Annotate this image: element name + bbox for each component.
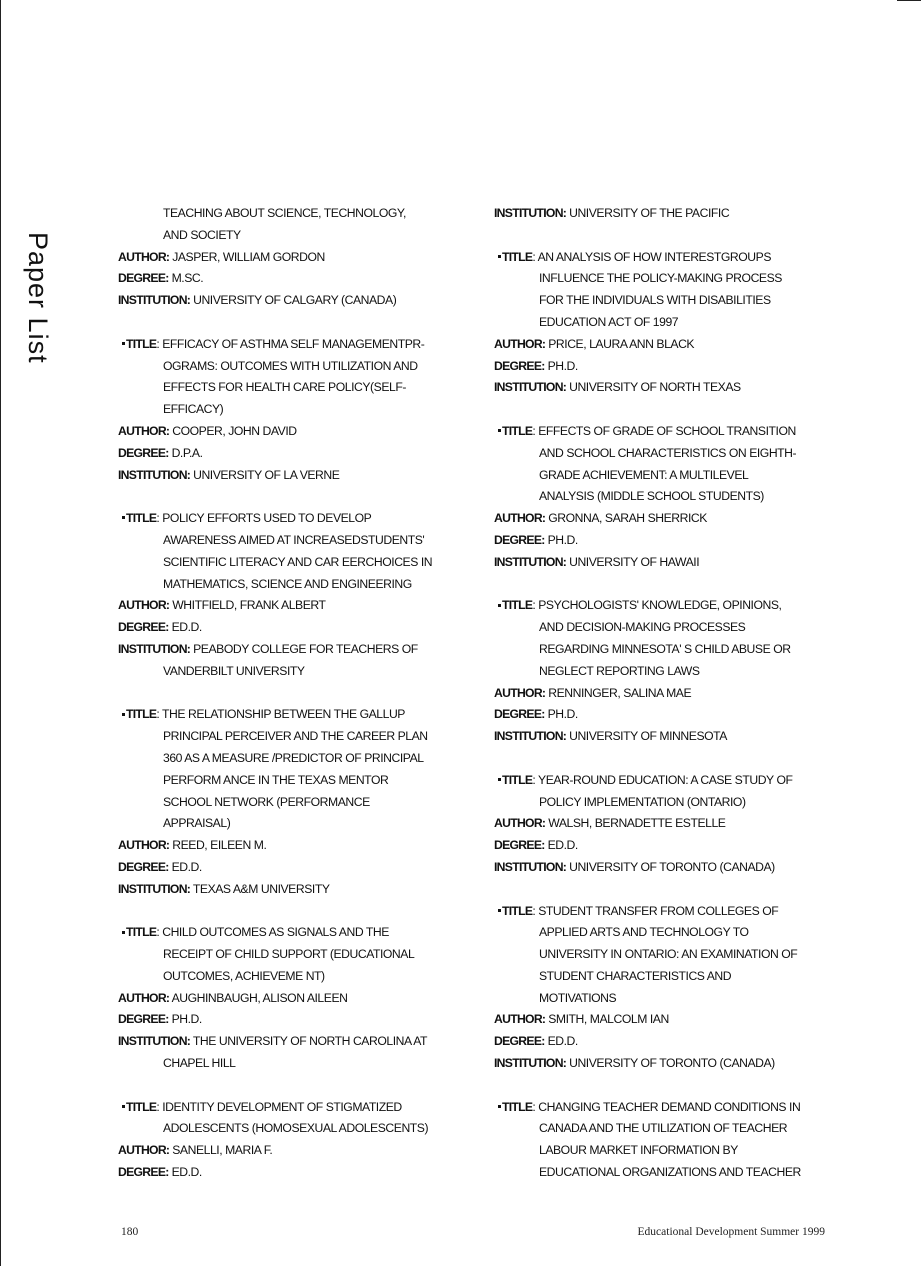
author-name: WALSH, BERNADETTE ESTELLE [548, 816, 726, 831]
degree-label: DEGREE: [118, 271, 169, 286]
title-continuation-line: EFFICACY) [163, 402, 224, 417]
author-label: AUTHOR: [118, 1143, 170, 1158]
institution-name: TEXAS A&M UNIVERSITY [192, 881, 330, 896]
paper-entry [494, 203, 824, 225]
degree-value: ED.D. [171, 1165, 202, 1180]
degree-value: PH.D. [547, 707, 578, 722]
author-line [494, 508, 824, 530]
title-line [498, 770, 824, 792]
title-label: TITLE [126, 1099, 157, 1114]
right-column [494, 203, 824, 1184]
degree-value: ED.D. [547, 1034, 578, 1049]
title-text: CHILD OUTCOMES AS SIGNALS AND THE [162, 925, 389, 940]
institution-name: UNIVERSITY OF CALGARY (CANADA) [193, 293, 397, 308]
title-continuation-line: PRINCIPAL PERCEIVER AND THE CAREER PLAN [163, 729, 428, 744]
title-label: TITLE [126, 511, 157, 526]
author-label: AUTHOR: [494, 336, 546, 351]
institution-line [118, 1031, 448, 1053]
institution-name: UNIVERSITY OF MINNESOTA [569, 729, 727, 744]
title-line [498, 595, 824, 617]
title-continuation-line: ADOLESCENTS (HOMOSEXUAL ADOLESCENTS) [163, 1121, 429, 1136]
institution-label: INSTITUTION: [118, 641, 191, 656]
bullet-icon [498, 909, 501, 912]
title-continuation-line: TEACHING ABOUT SCIENCE, TECHNOLOGY, [163, 206, 406, 220]
bullet-icon [122, 516, 125, 519]
institution-name: UNIVERSITY OF NORTH TEXAS [569, 380, 741, 395]
author-name: SMITH, MALCOLM IAN [548, 1012, 669, 1027]
title-continuation-line: APPRAISAL) [163, 816, 231, 831]
title-continuation-line: UNIVERSITY IN ONTARIO: AN EXAMINATION OF [539, 947, 798, 962]
paper-entry [118, 203, 448, 312]
author-label: AUTHOR: [494, 685, 546, 700]
title-continuation-line: EFFECTS FOR HEALTH CARE POLICY(SELF- [163, 380, 406, 395]
institution-name: UNIVERSITY OF TORONTO (CANADA) [569, 1056, 775, 1071]
bullet-icon [122, 713, 125, 716]
title-continuation-line: NEGLECT REPORTING LAWS [539, 663, 700, 678]
author-label: AUTHOR: [118, 249, 170, 264]
title-label: TITLE [502, 598, 533, 613]
title-text: EFFECTS OF GRADE OF SCHOOL TRANSITION [538, 423, 796, 438]
title-text: PSYCHOLOGISTS' KNOWLEDGE, OPINIONS, [538, 598, 782, 613]
author-name: AUGHINBAUGH, ALISON AILEEN [171, 990, 348, 1005]
author-name: JASPER, WILLIAM GORDON [172, 249, 325, 264]
author-name: PRICE, LAURA ANN BLACK [548, 336, 695, 351]
institution-line [118, 290, 448, 312]
degree-label: DEGREE: [494, 358, 545, 373]
title-line [498, 1097, 824, 1119]
author-line [494, 334, 824, 356]
degree-value: ED.D. [547, 838, 578, 853]
paper-entry [494, 247, 824, 400]
title-text: YEAR-ROUND EDUCATION: A CASE STUDY OF [538, 772, 793, 787]
title-continuation-line: POLICY IMPLEMENTATION (ONTARIO) [539, 794, 746, 809]
title-line [122, 922, 448, 944]
author-name: GRONNA, SARAH SHERRICK [548, 511, 707, 526]
paper-entry [118, 1097, 448, 1184]
institution-label: INSTITUTION: [494, 206, 567, 220]
title-continuation-line: SCIENTIFIC LITERACY AND CAR EERCHOICES IN [163, 554, 433, 569]
degree-value: D.P.A. [171, 445, 203, 460]
title-separator: : [156, 1099, 163, 1114]
degree-value: PH.D. [171, 1012, 202, 1027]
paper-entry [494, 770, 824, 879]
degree-line [118, 1009, 448, 1031]
title-label: TITLE [126, 336, 157, 351]
degree-value: ED.D. [171, 620, 202, 635]
page-number: 180 [121, 1226, 139, 1238]
paper-entry [494, 901, 824, 1075]
author-name: COOPER, JOHN DAVID [172, 423, 297, 438]
title-text: IDENTITY DEVELOPMENT OF STIGMATIZED [162, 1099, 402, 1114]
title-continuation-line: PERFORM ANCE IN THE TEXAS MENTOR [163, 772, 389, 787]
paper-entry [118, 704, 448, 900]
institution-line [494, 203, 824, 225]
author-line [118, 247, 448, 269]
institution-line [118, 639, 448, 661]
degree-label: DEGREE: [494, 707, 545, 722]
degree-label: DEGREE: [494, 1034, 545, 1049]
title-continuation-line: OUTCOMES, ACHIEVEME NT) [163, 968, 325, 983]
author-name: WHITFIELD, FRANK ALBERT [172, 598, 326, 613]
title-continuation-line: INFLUENCE THE POLICY-MAKING PROCESS [539, 271, 782, 286]
author-line [118, 835, 448, 857]
title-separator: : [156, 925, 163, 940]
institution-label: INSTITUTION: [118, 467, 191, 482]
title-line [122, 1097, 448, 1119]
institution-label: INSTITUTION: [494, 859, 567, 874]
title-text: THE RELATIONSHIP BETWEEN THE GALLUP [162, 707, 405, 722]
bullet-icon [122, 1105, 125, 1108]
publication-footer: Educational Development Summer 1999 [637, 1226, 825, 1238]
bullet-icon [498, 429, 501, 432]
author-label: AUTHOR: [118, 838, 170, 853]
institution-continuation-line: VANDERBILT UNIVERSITY [163, 663, 305, 678]
author-name: REED, EILEEN M. [172, 838, 267, 853]
title-line [498, 421, 824, 443]
author-label: AUTHOR: [494, 511, 546, 526]
title-text: POLICY EFFORTS USED TO DEVELOP [162, 511, 372, 526]
degree-value: ED.D. [171, 859, 202, 874]
institution-line [118, 465, 448, 487]
degree-value: PH.D. [547, 358, 578, 373]
paper-entry [494, 595, 824, 748]
institution-label: INSTITUTION: [118, 1034, 191, 1049]
title-line [122, 508, 448, 530]
institution-label: INSTITUTION: [494, 380, 567, 395]
title-continuation-line: AND DECISION-MAKING PROCESSES [539, 620, 746, 635]
author-line [118, 1140, 448, 1162]
degree-label: DEGREE: [494, 838, 545, 853]
title-continuation-line: AND SCHOOL CHARACTERISTICS ON EIGHTH- [539, 445, 797, 460]
institution-label: INSTITUTION: [118, 881, 191, 896]
degree-line [118, 1162, 448, 1184]
bullet-icon [498, 1105, 501, 1108]
bullet-icon [498, 604, 501, 607]
author-line [494, 813, 824, 835]
title-label: TITLE [502, 423, 533, 438]
degree-line [118, 857, 448, 879]
author-label: AUTHOR: [118, 423, 170, 438]
institution-name: UNIVERSITY OF HAWAII [569, 554, 700, 569]
author-label: AUTHOR: [118, 598, 170, 613]
title-label: TITLE [502, 772, 533, 787]
degree-line [118, 617, 448, 639]
title-continuation-line: EDUCATION ACT OF 1997 [539, 314, 679, 329]
title-line [122, 334, 448, 356]
degree-line [494, 530, 824, 552]
degree-line [494, 704, 824, 726]
author-name: SANELLI, MARIA F. [172, 1143, 273, 1158]
title-separator: : [532, 1099, 539, 1114]
institution-name: UNIVERSITY OF LA VERNE [193, 467, 340, 482]
institution-name: PEABODY COLLEGE FOR TEACHERS OF [193, 641, 418, 656]
title-label: TITLE [502, 1099, 533, 1114]
title-continuation-line: MOTIVATIONS [539, 990, 617, 1005]
bullet-icon [122, 342, 125, 345]
author-line [118, 595, 448, 617]
institution-continuation-line: CHAPEL HILL [163, 1056, 236, 1071]
institution-line [494, 726, 824, 748]
degree-label: DEGREE: [118, 620, 169, 635]
title-separator: : [532, 903, 539, 918]
author-line [118, 988, 448, 1010]
institution-name: UNIVERSITY OF THE PACIFIC [569, 206, 730, 220]
degree-label: DEGREE: [118, 1165, 169, 1180]
title-separator: : [156, 336, 163, 351]
title-continuation-line: APPLIED ARTS AND TECHNOLOGY TO [539, 925, 749, 940]
page-left-edge [0, 0, 1, 1266]
author-label: AUTHOR: [494, 816, 546, 831]
title-continuation-line: MATHEMATICS, SCIENCE AND ENGINEERING [163, 576, 412, 591]
title-separator: : [532, 249, 538, 264]
degree-label: DEGREE: [118, 859, 169, 874]
title-continuation-line: 360 AS A MEASURE /PREDICTOR OF PRINCIPAL [163, 750, 424, 765]
degree-label: DEGREE: [118, 445, 169, 460]
left-column [118, 203, 448, 1184]
title-continuation-line: ANALYSIS (MIDDLE SCHOOL STUDENTS) [539, 489, 764, 504]
title-continuation-line: FOR THE INDIVIDUALS WITH DISABILITIES [539, 293, 771, 308]
title-label: TITLE [502, 903, 533, 918]
title-continuation-line: GRADE ACHIEVEMENT: A MULTILEVEL [539, 467, 749, 482]
title-separator: : [532, 423, 539, 438]
title-continuation-line: STUDENT CHARACTERISTICS AND [539, 968, 732, 983]
institution-line [118, 879, 448, 901]
institution-label: INSTITUTION: [494, 554, 567, 569]
bullet-icon [498, 778, 501, 781]
institution-label: INSTITUTION: [494, 729, 567, 744]
bullet-icon [122, 931, 125, 934]
title-line [498, 247, 824, 269]
institution-label: INSTITUTION: [494, 1056, 567, 1071]
degree-value: M.SC. [171, 271, 204, 286]
paper-entry [118, 334, 448, 487]
institution-line [494, 552, 824, 574]
author-label: AUTHOR: [118, 990, 170, 1005]
title-label: TITLE [126, 707, 157, 722]
title-continuation-line: LABOUR MARKET INFORMATION BY [539, 1143, 738, 1158]
paper-entry [494, 1097, 824, 1184]
paper-entry [118, 922, 448, 1075]
title-continuation-line: RECEIPT OF CHILD SUPPORT (EDUCATIONAL [163, 947, 415, 962]
title-separator: : [532, 598, 539, 613]
title-continuation-line: REGARDING MINNESOTA' S CHILD ABUSE OR [539, 641, 791, 656]
institution-line [494, 377, 824, 399]
bullet-icon [498, 255, 501, 258]
title-text: EFFICACY OF ASTHMA SELF MANAGEMENTPR- [162, 336, 425, 351]
author-name: RENNINGER, SALINA MAE [548, 685, 692, 700]
author-line [118, 421, 448, 443]
institution-name: THE UNIVERSITY OF NORTH CAROLINA AT [192, 1034, 428, 1049]
title-line [122, 704, 448, 726]
title-continuation-line: SCHOOL NETWORK (PERFORMANCE [163, 794, 370, 809]
institution-name: UNIVERSITY OF TORONTO (CANADA) [569, 859, 775, 874]
author-line [494, 1009, 824, 1031]
title-label: TITLE [126, 925, 157, 940]
institution-line [494, 1053, 824, 1075]
title-text: AN ANALYSIS OF HOW INTERESTGROUPS [537, 249, 772, 264]
institution-line [494, 857, 824, 879]
author-label: AUTHOR: [494, 1012, 546, 1027]
page-top-edge-mark [897, 0, 921, 1]
degree-line [494, 835, 824, 857]
title-line [498, 901, 824, 923]
institution-label: INSTITUTION: [118, 293, 191, 308]
degree-label: DEGREE: [118, 1012, 169, 1027]
title-separator: : [156, 707, 163, 722]
degree-line [118, 268, 448, 290]
degree-label: DEGREE: [494, 532, 545, 547]
title-separator: : [156, 511, 163, 526]
title-label: TITLE [502, 249, 533, 264]
degree-value: PH.D. [547, 532, 578, 547]
title-continuation-line: OGRAMS: OUTCOMES WITH UTILIZATION AND [163, 358, 418, 373]
degree-line [494, 1031, 824, 1053]
title-continuation-line: AND SOCIETY [163, 227, 241, 242]
title-text: STUDENT TRANSFER FROM COLLEGES OF [538, 903, 779, 918]
degree-line [494, 356, 824, 378]
title-continuation-line: EDUCATIONAL ORGANIZATIONS AND TEACHER [539, 1165, 801, 1180]
title-text: CHANGING TEACHER DEMAND CONDITIONS IN [538, 1099, 801, 1114]
title-continuation-line: AWARENESS AIMED AT INCREASEDSTUDENTS' [163, 532, 425, 547]
title-separator: : [532, 772, 539, 787]
section-side-label: Paper List [23, 232, 53, 364]
title-continuation-line: CANADA AND THE UTILIZATION OF TEACHER [539, 1121, 788, 1136]
paper-entry [118, 508, 448, 682]
paper-entry [494, 421, 824, 574]
author-line [494, 683, 824, 705]
degree-line [118, 443, 448, 465]
